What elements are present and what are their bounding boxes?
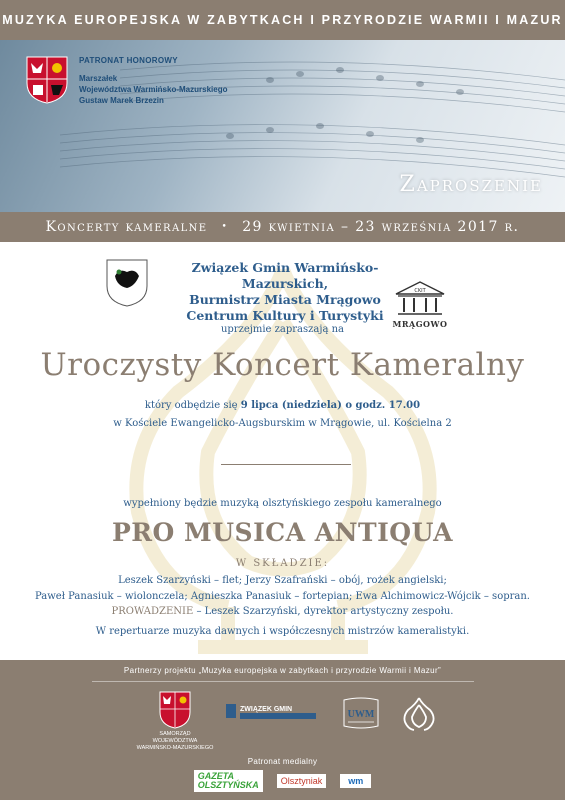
partners-footer <box>0 660 565 800</box>
season-dates: 29 kwietnia – 23 września 2017 r. <box>242 219 520 235</box>
concert-date <box>0 400 565 411</box>
hero-banner <box>0 40 565 212</box>
zwiazek-gmin-shield-icon <box>105 258 149 308</box>
gazeta-logo-line-2: OLSZTYŃSKA <box>197 780 259 790</box>
patron-text <box>79 55 227 106</box>
gazeta-olsztynska-logo <box>194 770 263 792</box>
olsztyniak-logo: Olsztyniak <box>277 774 327 788</box>
lineup-lead <box>0 604 565 620</box>
media-patron-title: Patronat medialny <box>247 757 318 766</box>
series-title-band <box>0 0 565 40</box>
patron-line-2: Województwa Warmińsko-Mazurskiego <box>79 85 228 94</box>
lead-label: PROWADZENIE <box>111 606 194 617</box>
ckit-logo-text: CKIT <box>414 288 426 294</box>
lead-text: – Leszek Szarzyński, dyrektor artystyczny zespołu. <box>193 606 454 617</box>
organizer-line-1: Związek Gmin Warmińsko-Mazurskich, <box>191 260 379 291</box>
patron-line-3: Gustaw Marek Brzezin <box>79 96 164 105</box>
date-value: 9 lipca (niedziela) <box>240 400 342 411</box>
invitation-body <box>0 242 565 660</box>
series-title: MUZYKA EUROPEJSKA W ZABYTKACH I PRZYRODZIE WARMII I MAZUR <box>2 13 563 27</box>
uwm-logo-text: UWM <box>347 709 375 720</box>
patron-label: PATRONAT HONOROWY <box>79 56 178 65</box>
organizer-line-3: Centrum Kultury i Turystyki <box>186 308 384 323</box>
lineup-row-2: Paweł Panasiuk – wiolonczela; Agnieszka Panasiuk – fortepian; Ewa Alchimowicz-Wójcik – sopran. <box>35 590 530 602</box>
lineup-row-1: Leszek Szarzyński – flet; Jerzy Szafrański – obój, rożek angielski; <box>118 575 447 586</box>
separator-dot: • <box>221 222 229 232</box>
honorary-patron <box>25 55 227 106</box>
ckit-city-label: MRĄGOWO <box>392 319 448 329</box>
zwiazek-logo-text: ZWIĄZEK GMIN <box>240 706 293 713</box>
samorzad-crest-icon <box>158 690 192 730</box>
concert-venue: w Kościele Ewangelicko-Augsburskim w Mrągowie, ul. Kościelna 2 <box>113 418 452 429</box>
ensemble-name: PRO MUSICA ANTIQUA <box>111 518 454 547</box>
gazeta-logo-line-1: GAZETA <box>197 771 235 781</box>
zwiazek-gmin-logo-icon <box>226 702 318 722</box>
samorzad-line-3: WARMIŃSKO-MAZURSKIEGO <box>136 745 214 751</box>
date-prefix: który odbędzie się <box>144 400 241 411</box>
wm-logo: wm <box>340 774 371 788</box>
concert-series-label: Koncerty kameralne <box>45 219 208 235</box>
samorzad-caption <box>130 731 220 752</box>
concert-title: Uroczysty Koncert Kameralny <box>40 347 525 383</box>
media-logos <box>0 770 565 792</box>
date-band <box>0 212 565 242</box>
patron-line-1: Marszałek <box>79 74 118 83</box>
organ-emblem-icon <box>402 696 436 734</box>
time-value: o godz. 17.00 <box>341 400 421 411</box>
organizer-line-2: Burmistrz Miasta Mrągowo <box>189 292 381 307</box>
samorzad-line-2: WOJEWÓDZTWA <box>152 738 198 744</box>
section-divider <box>221 464 351 465</box>
partners-title: Partnerzy projektu „Muzyka europejska w zabytkach i przyrodzie Warmii i Mazur” <box>123 666 442 675</box>
voivodeship-crest-icon <box>25 55 69 105</box>
lineup-members <box>0 573 565 620</box>
organizers <box>150 260 420 324</box>
invitation-title: Zaproszenie <box>399 172 543 197</box>
filled-with-text: wypełniony będzie muzyką olsztyńskiego zespołu kameralnego <box>123 498 442 509</box>
lineup-heading: W SKŁADZIE: <box>235 558 330 569</box>
repertoire-text: W repertuarze muzyka dawnych i współczesnych mistrzów kameralistyki. <box>95 626 470 637</box>
invite-text: uprzejmie zapraszają na <box>220 324 345 335</box>
samorzad-line-1: SAMORZĄD <box>159 731 191 737</box>
footer-divider <box>92 681 474 682</box>
uwm-logo-icon <box>340 696 382 732</box>
